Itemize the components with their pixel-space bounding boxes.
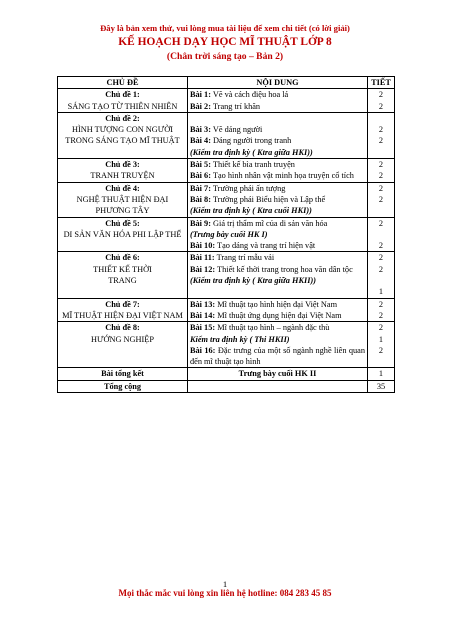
page-subtitle: (Chân trời sáng tạo – Bản 2) — [166, 51, 284, 62]
topic-cell: Chủ đề 1: SÁNG TẠO TỪ THIÊN NHIÊN — [58, 89, 188, 113]
periods-cell: 2 1 2 — [368, 322, 395, 368]
page-number: 1 — [222, 579, 228, 589]
page-title: KẾ HOẠCH DẠY HỌC MĨ THUẬT LỚP 8 — [118, 36, 332, 48]
content-cell: Bài 7: Trường phái ấn tượng Bài 8: Trường phái Biểu hiện và Lập thể (Kiểm tra định kỳ ( Ktra cuối HKI)) — [188, 182, 368, 217]
topic-cell: Chủ đề 4: NGHỆ THUẬT HIỆN ĐẠI PHƯƠNG TÂY — [58, 182, 188, 217]
content-cell: Bài 1: Vẽ và cách điệu hoa lá Bài 2: Trang trí khăn — [188, 89, 368, 113]
table-row — [58, 89, 395, 113]
header-content: NỘI DUNG — [188, 77, 368, 89]
content-cell: Bài 3: Vẽ dáng người Bài 4: Dáng người trong tranh (Kiểm tra định kỳ ( Ktra giữa HKI)) — [188, 112, 368, 158]
periods-cell: 2 2 — [368, 89, 395, 113]
header-periods: TIẾT — [368, 77, 395, 89]
hotline-footer: Mọi thắc mắc vui lòng xin liên hệ hotline: 084 283 45 85 — [118, 588, 332, 598]
table-row — [58, 159, 395, 183]
periods-cell: 2 2 — [368, 298, 395, 322]
topic-cell: Chủ đề 7: MĨ THUẬT HIỆN ĐẠI VIỆT NAM — [58, 298, 188, 322]
table-header-row — [58, 77, 395, 89]
content-cell: Bài 13: Mĩ thuật tạo hình hiện đại Việt Nam Bài 14: Mĩ thuật ứng dụng hiện đại Việt Nam — [188, 298, 368, 322]
topic-cell: Chủ đề 3: TRANH TRUYỆN — [58, 159, 188, 183]
periods-cell: 2 2 — [368, 217, 395, 252]
summary-label: Bài tổng kết — [58, 368, 188, 380]
content-cell: Bài 9: Giá trị thẩm mĩ của di sản văn hóa (Trưng bày cuối HK I) Bài 10: Tạo dáng và trang trí hiện vật — [188, 217, 368, 252]
table-row — [58, 112, 395, 158]
periods-cell: 2 2 1 — [368, 252, 395, 298]
table-row — [58, 217, 395, 252]
total-periods: 35 — [368, 380, 395, 392]
table-row-summary — [58, 368, 395, 380]
topic-cell: Chủ đề 6: THIẾT KẾ THỜI TRANG — [58, 252, 188, 298]
content-cell: Bài 15: Mĩ thuật tạo hình – ngành đặc thù Kiểm tra định kỳ ( Thi HKII) Bài 16: Đặc trưng của một số ngành nghề liên quan đến mĩ thuật tạo hình — [188, 322, 368, 368]
lesson-plan-table — [57, 76, 395, 393]
summary-content: Trưng bày cuối HK II — [188, 368, 368, 380]
topic-cell: Chủ đề 5: DI SẢN VĂN HÓA PHI LẬP THỂ — [58, 217, 188, 252]
table-row-total — [58, 380, 395, 392]
content-cell: Bài 5: Thiết kế bìa tranh truyện Bài 6: Tạo hình nhân vật minh họa truyện cổ tích — [188, 159, 368, 183]
table-row — [58, 298, 395, 322]
periods-cell: 2 2 — [368, 112, 395, 158]
header-topic: CHỦ ĐỀ — [58, 77, 188, 89]
total-label: Tổng cộng — [58, 380, 188, 392]
total-content — [188, 380, 368, 392]
table-row — [58, 182, 395, 217]
summary-periods: 1 — [368, 368, 395, 380]
topic-cell: Chủ đề 8: HƯỚNG NGHIỆP — [58, 322, 188, 368]
table-row — [58, 252, 395, 298]
table-row — [58, 322, 395, 368]
periods-cell: 2 2 — [368, 159, 395, 183]
preview-notice: Đây là bản xem thử, vui lòng mua tài liệu để xem chi tiết (có lời giải) — [100, 23, 350, 33]
topic-cell: Chủ đề 2: HÌNH TƯỢNG CON NGƯỜI TRONG SÁNG TẠO MĨ THUẬT — [58, 112, 188, 158]
periods-cell: 2 2 — [368, 182, 395, 217]
content-cell: Bài 11: Trang trí mẫu vải Bài 12: Thiết kế thời trang trong hoa văn dân tộc (Kiểm tra định kỳ ( Ktra giữa HKII)) — [188, 252, 368, 298]
